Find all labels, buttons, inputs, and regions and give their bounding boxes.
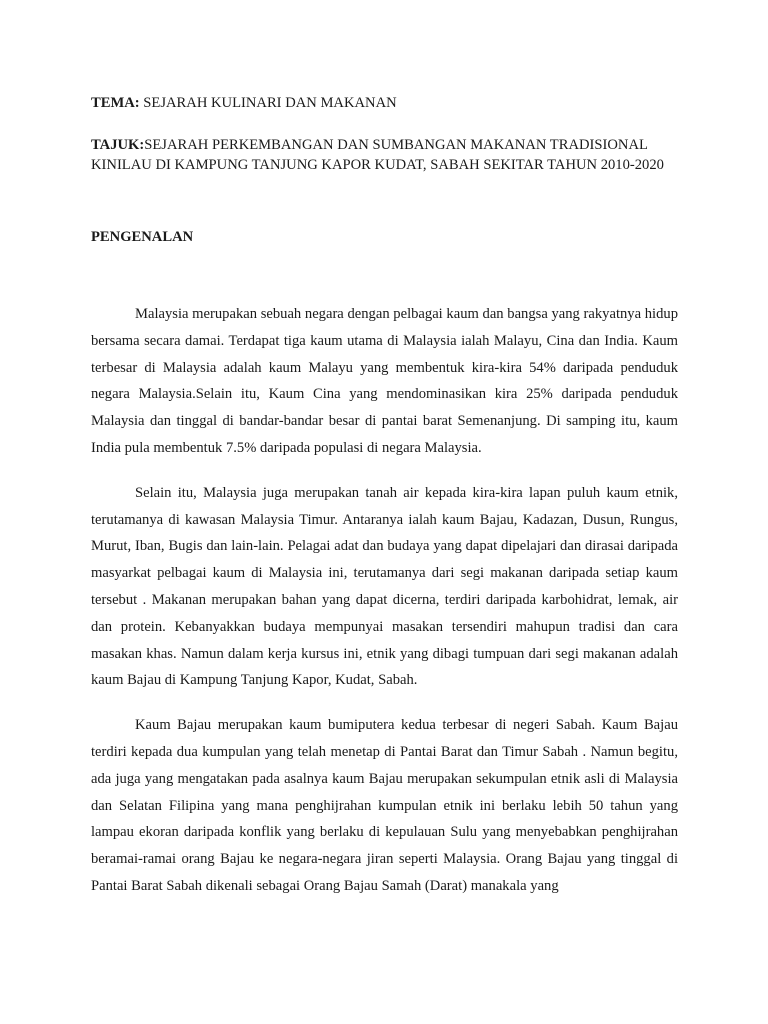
title-label: TAJUK:: [91, 137, 145, 153]
paragraph: Malaysia merupakan sebuah negara dengan pelbagai kaum dan bangsa yang rakyatnya hidup bersama secara damai. Terdapat tiga kaum utama di Malaysia ialah Malayu, Cina dan India. Kaum terbesar di Malaysia adalah kaum Malayu yang membentuk kira-kira 54% daripada penduduk negara Malaysia.Selain itu, Kaum Cina yang mendominasikan kira 25% daripada penduduk Malaysia dan tinggal di bandar-bandar besar di pantai barat Semenanjung. Di samping itu, kaum India pula membentuk 7.5% daripada populasi di negara Malaysia.: [91, 306, 678, 456]
title-line: [91, 135, 678, 175]
paragraph-list: [91, 301, 678, 900]
title-text: SEJARAH PERKEMBANGAN DAN SUMBANGAN MAKANAN TRADISIONAL KINILAU DI KAMPUNG TANJUNG KAPOR KUDAT, SABAH SEKITAR TAHUN 2010-2020: [91, 137, 664, 173]
theme-label: TEMA:: [91, 95, 140, 111]
paragraph: Kaum Bajau merupakan kaum bumiputera kedua terbesar di negeri Sabah. Kaum Bajau terdiri kepada dua kumpulan yang telah menetap di Pantai Barat dan Timur Sabah . Namun begitu, ada juga yang mengatakan pada asalnya kaum Bajau merupakan sekumpulan etnik asli di Malaysia dan Selatan Filipina yang mana penghijrahan kumpulan etnik ini berlaku lebih 50 tahun yang lampau ekoran daripada konflik yang berlaku di kepulauan Sulu yang menyebabkan penghijrahan beramai-ramai orang Bajau ke negara-negara jiran seperti Malaysia. Orang Bajau yang tinggal di Pantai Barat Sabah dikenali sebagai Orang Bajau Samah (Darat) manakala yang: [91, 717, 678, 894]
section-heading: PENGENALAN: [91, 229, 194, 245]
theme-text: SEJARAH KULINARI DAN MAKANAN: [139, 95, 397, 111]
paragraph: Selain itu, Malaysia juga merupakan tanah air kepada kira-kira lapan puluh kaum etnik, terutamanya di kawasan Malaysia Timur. Antaranya ialah kaum Bajau, Kadazan, Dusun, Rungus, Murut, Iban, Bugis dan lain-lain. Pelagai adat dan budaya yang dapat dipelajari dan dirasai daripada masyarkat pelbagai kaum di Malaysia ini, terutamanya dari segi makanan daripada setiap kaum tersebut . Makanan merupakan bahan yang dapat dicerna, terdiri daripada karbohidrat, lemak, air dan protein. Kebanyakkan budaya mempunyai masakan tersendiri mahupun tradisi dan cara masakan khas. Namun dalam kerja kursus ini, etnik yang dibagi tumpuan dari segi makanan adalah kaum Bajau di Kampung Tanjung Kapor, Kudat, Sabah.: [91, 484, 678, 689]
document-body: [91, 93, 678, 918]
theme-line: [91, 93, 678, 113]
